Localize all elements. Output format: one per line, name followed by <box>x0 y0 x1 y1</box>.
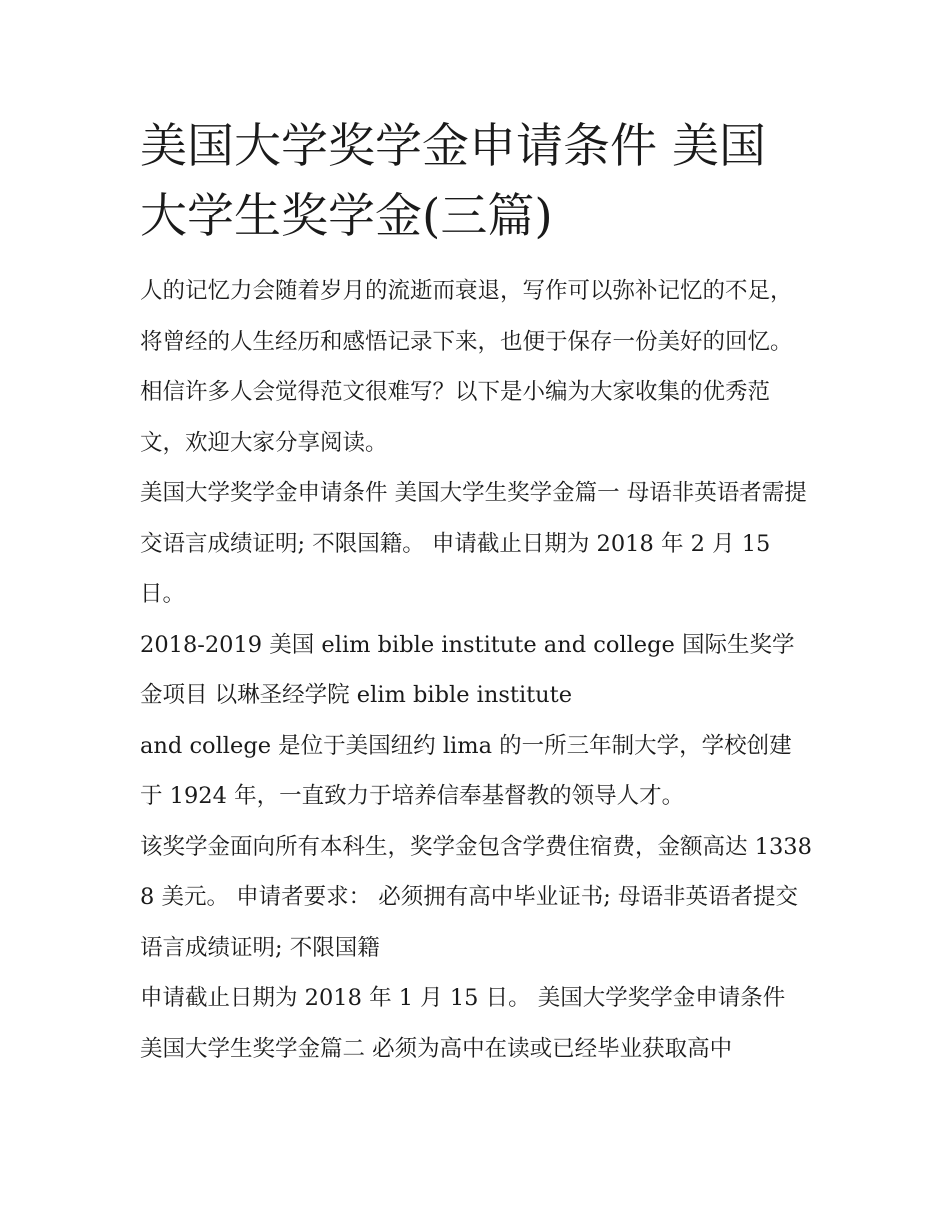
document-title: 美国大学奖学金申请条件 美国大学生奖学金(三篇) <box>140 119 766 244</box>
paragraph-elim-program: 2018-2019 美国 elim bible institute and college 国际生奖学金项目 以琳圣经学院 elim bible institute <box>140 631 795 708</box>
document-body <box>140 112 812 1074</box>
paragraph-part-one: 美国大学奖学金申请条件 美国大学生奖学金篇一 母语非英语者需提交语言成绩证明; 不限国籍。 申请截止日期为 2018 年 2 月 15 日。 <box>140 480 807 607</box>
paragraph-scholarship-terms: 该奖学金面向所有本科生，奖学金包含学费住宿费，金额高达 13388 美元。 申请者要求： 必须拥有高中毕业证书; 母语非英语者提交语言成绩证明; 不限国籍 <box>140 833 812 961</box>
paragraph-elim-college: and college 是位于美国纽约 lima 的一所三年制大学，学校创建于 1924 年，一直致力于培养信奉基督教的领导人才。 <box>140 732 792 809</box>
paragraph-deadline-part-two: 申请截止日期为 2018 年 1 月 15 日。 美国大学奖学金申请条件 美国大学生奖学金篇二 必须为高中在读或已经毕业获取高中 <box>140 985 786 1062</box>
paragraph-intro: 人的记忆力会随着岁月的流逝而衰退，写作可以弥补记忆的不足，将曾经的人生经历和感悟记录下来，也便于保存一份美好的回忆。相信许多人会觉得范文很难写？以下是小编为大家收集的优秀范文，欢迎大家分享阅读。 <box>140 278 793 456</box>
